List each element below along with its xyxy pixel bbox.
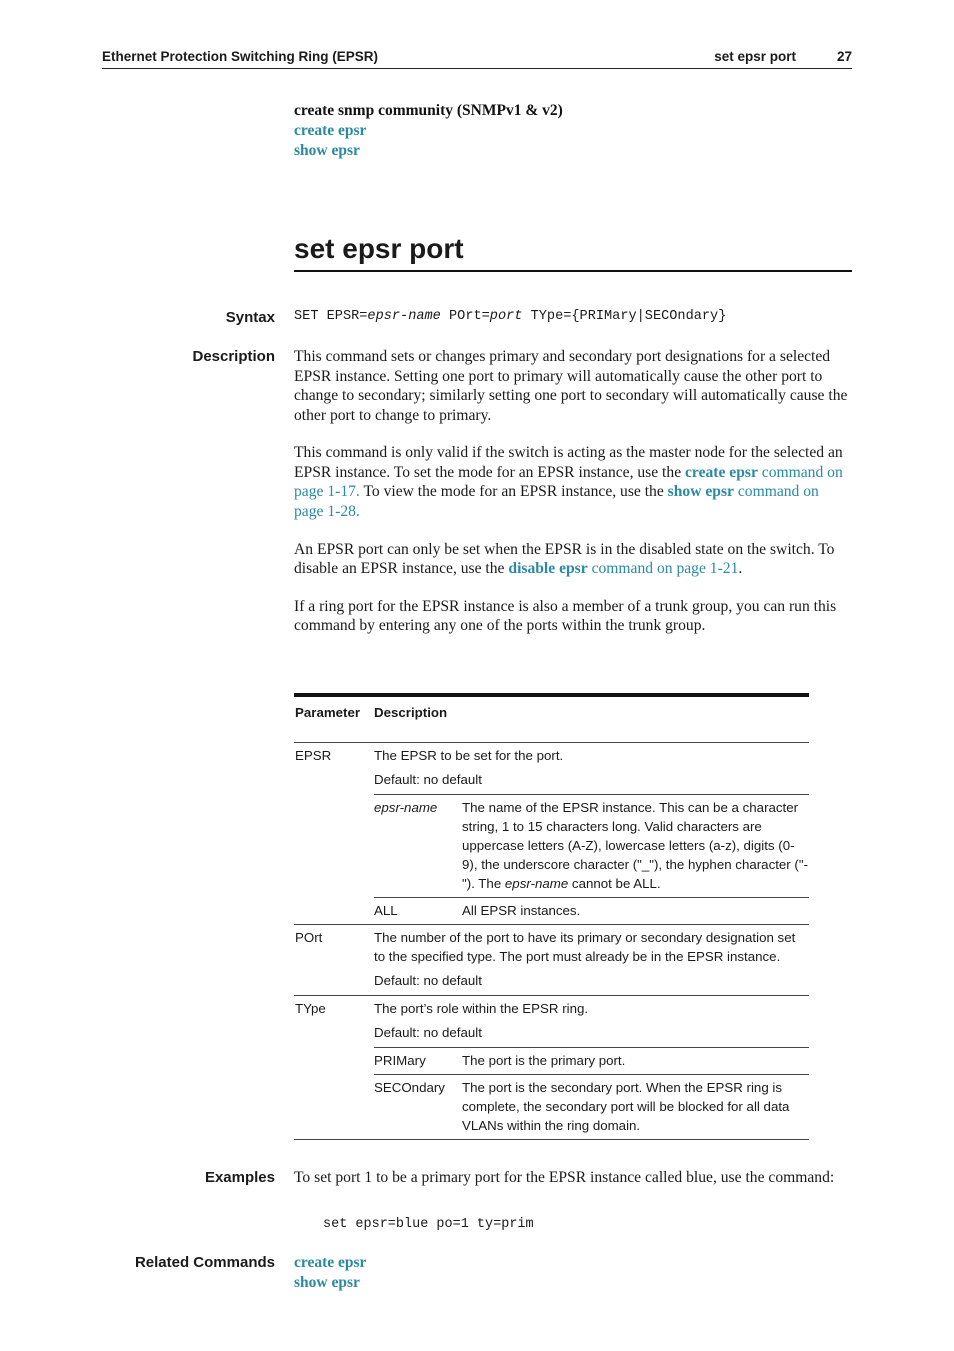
related-commands-list [294, 1253, 366, 1293]
sub-key: PRIMary [374, 1053, 426, 1068]
param-desc [374, 925, 809, 990]
sub-row [374, 1074, 809, 1139]
syntax-param: port [489, 309, 523, 324]
section-title: set epsr port [714, 49, 796, 64]
see-also-list [294, 101, 563, 160]
text-run: To view the mode for an EPSR instance, use the [359, 483, 668, 501]
syntax-label: Syntax [225, 309, 275, 326]
see-also-link-show-epsr[interactable]: show epsr [294, 141, 360, 159]
param-default: Default: no default [374, 1025, 482, 1040]
sub-row [374, 794, 809, 897]
sub-key [374, 798, 462, 893]
header-description: Description [374, 705, 448, 720]
param-desc-text: The EPSR to be set for the port. [374, 748, 564, 763]
sub-value: The port is the primary port. [462, 1053, 626, 1068]
param-desc-text: The port’s role within the EPSR ring. [374, 1001, 589, 1016]
see-also-link-create-epsr[interactable]: create epsr [294, 121, 367, 139]
link-cmd: create epsr [685, 463, 758, 481]
table-row-port [294, 925, 809, 996]
link-cmd: disable epsr [508, 560, 588, 578]
related-link-create-epsr[interactable]: create epsr [294, 1254, 367, 1271]
link-cmd: show epsr [667, 483, 734, 501]
syntax-param: epsr-name [367, 309, 441, 324]
examples-text: To set port 1 to be a primary port for the EPSR instance called blue, use the command: [294, 1169, 835, 1186]
related-commands-label: Related Commands [134, 1254, 275, 1271]
text-run: . [738, 560, 743, 578]
parameter-table [294, 693, 809, 1140]
table-header [294, 697, 809, 743]
sub-value: The port is the secondary port. When the EPSR ring is complete, the secondary port will be blocked for all data VLANs within the ring domain. [462, 1080, 790, 1133]
disable-epsr-xref-link[interactable] [508, 560, 738, 577]
syntax-part: TYpe={PRIMary|SECOndary} [522, 309, 727, 324]
page-header [102, 48, 852, 69]
description-para [294, 540, 850, 579]
sub-key-text: epsr-name [374, 800, 438, 815]
table-row-epsr [294, 743, 809, 925]
param-default: Default: no default [374, 772, 482, 787]
description-body [294, 347, 850, 654]
description-para [294, 443, 850, 521]
related-link-show-epsr[interactable]: show epsr [294, 1273, 360, 1291]
description-label: Description [192, 348, 275, 365]
param-desc-text: The number of the port to have its primary or secondary designation set to the specified type. The port must already be in the EPSR instance. [374, 930, 796, 964]
text-run: This command is only valid if the switch is acting as the master node for the selected an EPSR instance. To set the mode for an EPSR instance, use the [294, 444, 843, 481]
param-name: EPSR [295, 748, 332, 763]
example-command: set epsr=blue po=1 ty=prim [323, 1217, 534, 1232]
param-name: POrt [295, 930, 323, 945]
sub-value: All EPSR instances. [462, 903, 581, 918]
chapter-title: Ethernet Protection Switching Ring (EPSR) [102, 49, 379, 64]
sub-key: ALL [374, 903, 398, 918]
text-run: cannot be ALL. [568, 876, 661, 891]
param-desc [374, 996, 809, 1139]
link-rest: command on page 1-28. [294, 483, 819, 520]
text-run: An EPSR port can only be set when the EPSR is in the disabled state on the switch. To disable an EPSR instance, use the [294, 540, 835, 578]
param-default: Default: no default [374, 973, 482, 988]
text-run: epsr-name [504, 876, 569, 891]
param-name: TYpe [295, 1001, 326, 1016]
syntax-part: SET EPSR= [294, 309, 368, 324]
see-also-item: create snmp community (SNMPv1 & v2) [294, 102, 563, 119]
table-row-type [294, 996, 809, 1140]
text-run: The name of the EPSR instance. This can be a character string, 1 to 15 characters long. Valid characters are uppercase letters (A-Z), lowercase letters (a-z), digits (0-9), the underscore character ("_"), the hyphen character ("-"). The [462, 800, 809, 891]
sub-key: SECOndary [374, 1080, 445, 1095]
link-rest: command on page 1-17. [294, 463, 843, 501]
page-title: set epsr port [294, 228, 852, 272]
sub-row [374, 1047, 809, 1074]
description-para: If a ring port for the EPSR instance is also a member of a trunk group, you can run this command by entering any one of the ports within the trunk group. [294, 597, 837, 635]
page-number: 27 [836, 49, 852, 64]
param-desc [374, 743, 809, 924]
header-right [714, 49, 852, 64]
syntax-part: POrt= [440, 309, 490, 324]
header-parameter: Parameter [295, 705, 361, 720]
examples-label: Examples [204, 1169, 275, 1186]
description-para: This command sets or changes primary and secondary port designations for a selected EPSR instance. Setting one port to primary will automatically cause the other port to change to secondary; similarly setting one port to secondary will automatically cause the other port to change to primary. [294, 348, 848, 424]
syntax-line [294, 309, 726, 324]
sub-value [462, 798, 809, 893]
sub-row [374, 897, 809, 924]
link-rest: command on page 1-21 [587, 560, 739, 578]
